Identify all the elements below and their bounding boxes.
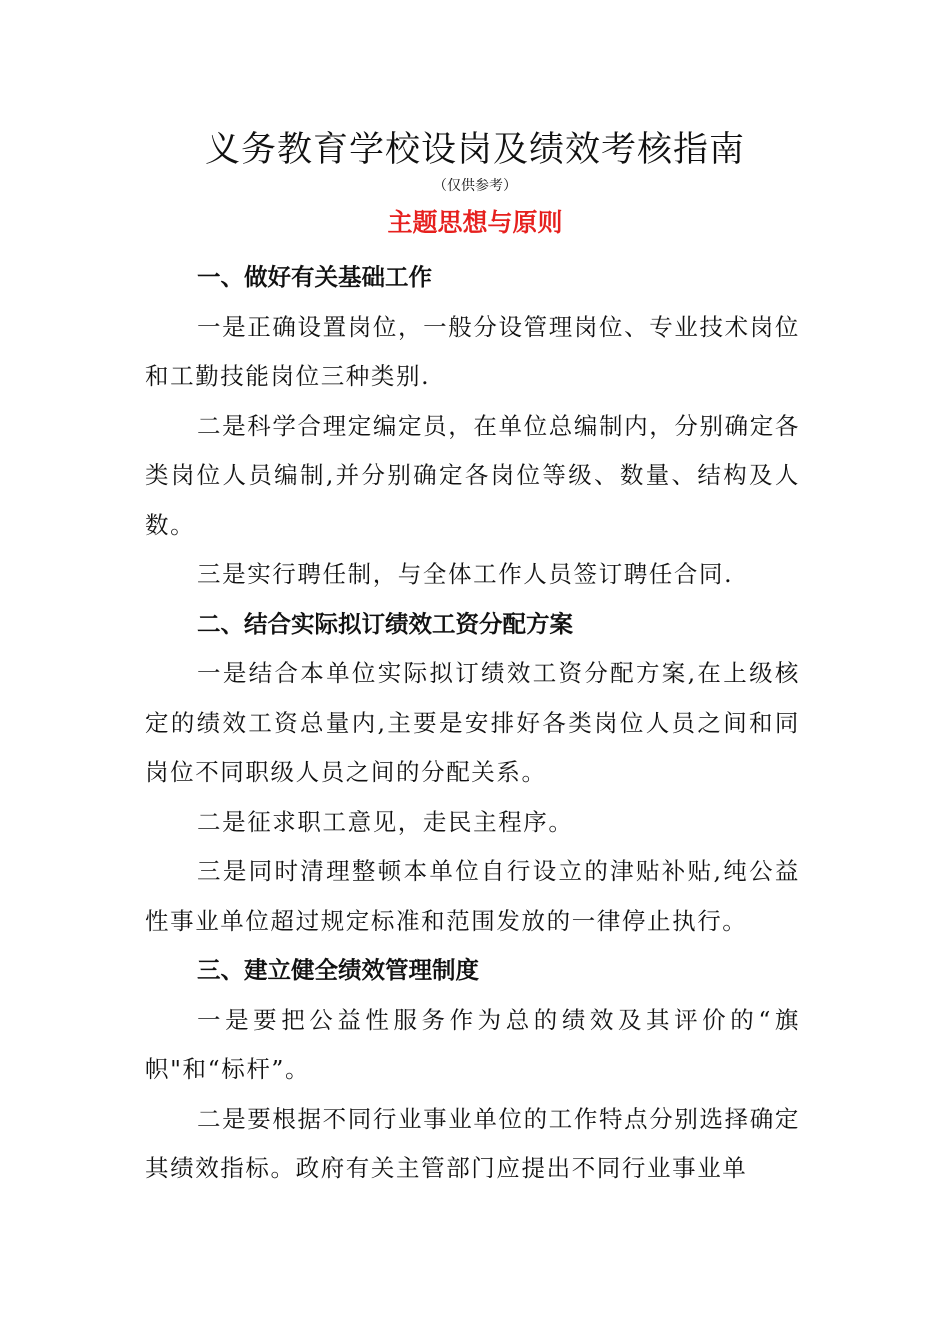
document-subtitle: （仅供参考）: [433, 178, 517, 194]
section-1-paragraph-2: 二是科学合理定编定员，在单位总编制内，分别确定各类岗位人员编制,并分别确定各岗位等级、数量、结构及人数。: [145, 411, 800, 539]
section-1-paragraph-1: 一是正确设置岗位，一般分设管理岗位、专业技术岗位和工勤技能岗位三种类别.: [145, 312, 800, 390]
section-2-paragraph-3: 三是同时清理整顿本单位自行设立的津贴补贴,纯公益性事业单位超过规定标准和范围发放的一律停止执行。: [145, 857, 800, 935]
section-heading-2: 二、结合实际拟订绩效工资分配方案: [197, 609, 573, 638]
section-3-paragraph-1: 一是要把公益性服务作为总的绩效及其评价的“旗帜"和“标杆”。: [145, 1005, 800, 1083]
section-1-paragraph-3: 三是实行聘任制，与全体工作人员签订聘任合同.: [197, 560, 734, 588]
document-body: [145, 253, 800, 1194]
document-title: 义务教育学校设岗及绩效考核指南: [204, 130, 745, 170]
section-heading-1: 一、做好有关基础工作: [197, 263, 432, 291]
theme-heading: 主题思想与原则: [387, 208, 563, 237]
section-2-paragraph-2: 二是征求职工意见，走民主程序。: [197, 807, 574, 836]
section-3-paragraph-2: 二是要根据不同行业事业单位的工作特点分别选择确定其绩效指标。政府有关主管部门应提出不同行业事业单: [145, 1104, 800, 1182]
section-2-paragraph-1: 一是结合本单位实际拟订绩效工资分配方案,在上级核定的绩效工资总量内,主要是安排好各类岗位人员之间和同岗位不同职级人员之间的分配关系。: [145, 659, 800, 786]
section-heading-3: 三、建立健全绩效管理制度: [197, 956, 479, 984]
